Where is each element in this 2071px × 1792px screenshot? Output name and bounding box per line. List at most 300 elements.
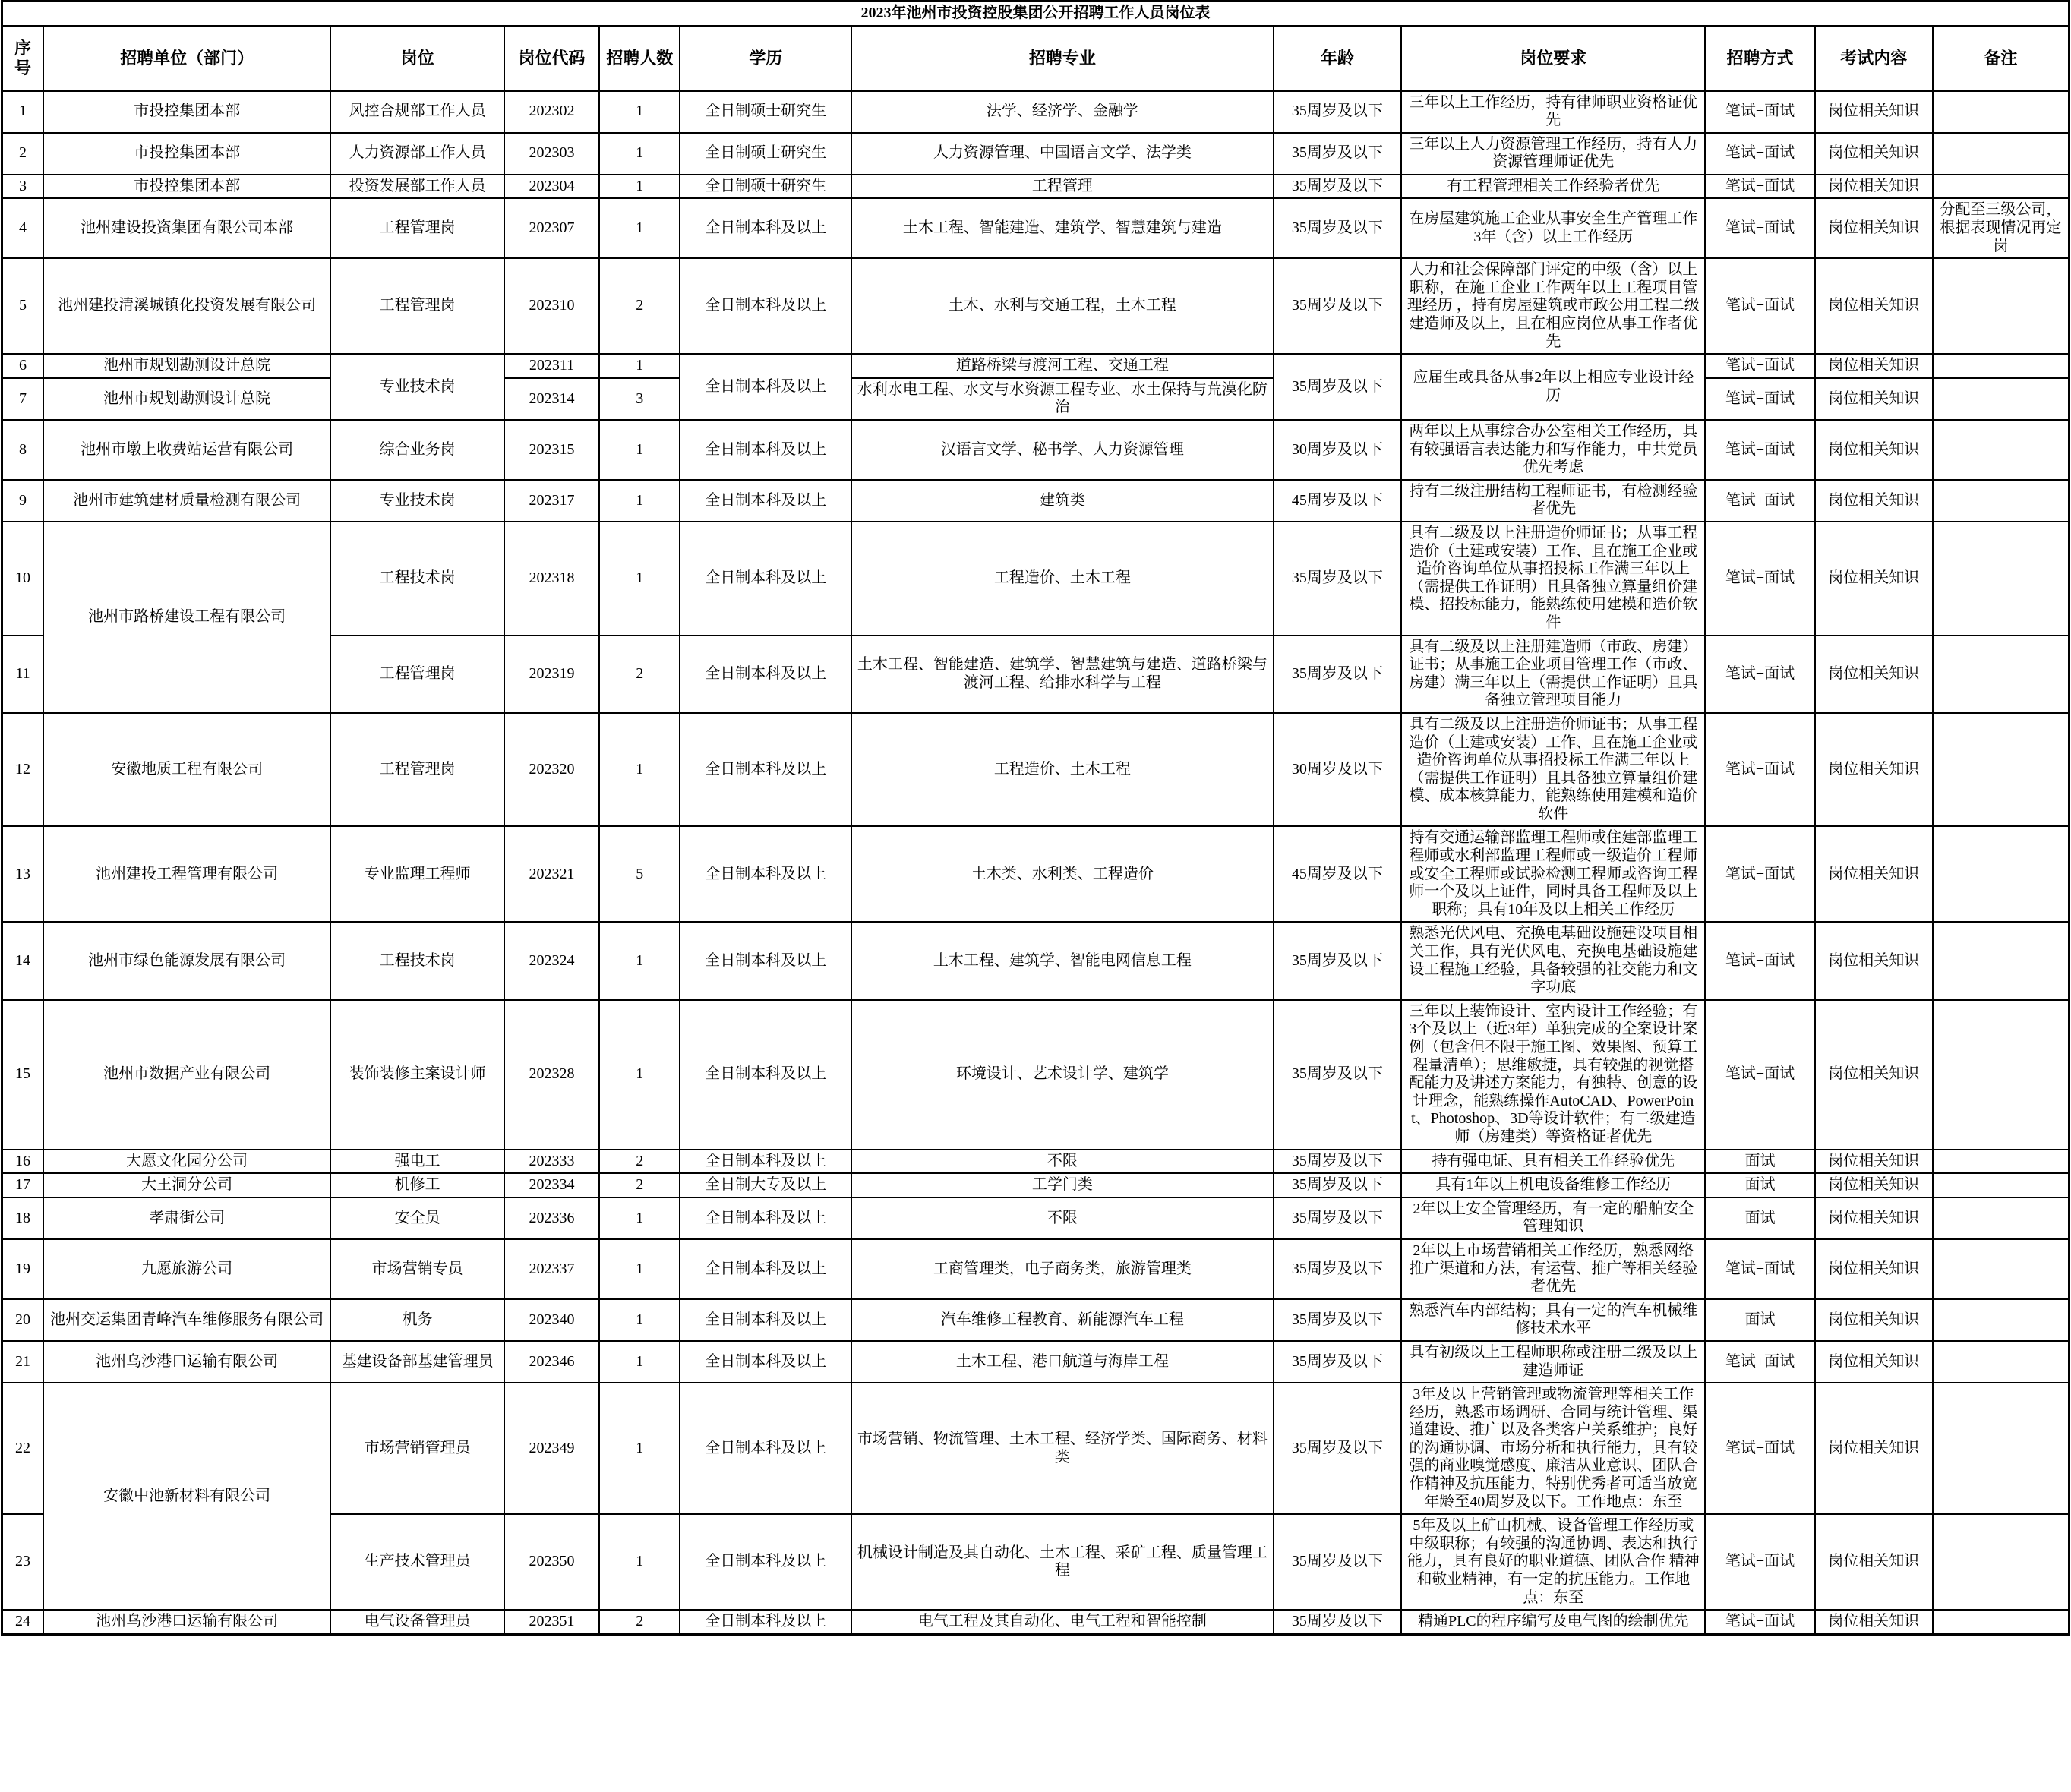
cell-exam: 岗位相关知识 [1815,1150,1933,1174]
table-row [2,1299,2069,1341]
cell-method: 笔试+面试 [1705,480,1814,522]
cell-exam: 岗位相关知识 [1815,1173,1933,1197]
cell-method: 面试 [1705,1299,1814,1341]
cell-note [1933,133,2069,175]
cell-post: 生产技术管理员 [330,1514,504,1610]
cell-post: 工程管理岗 [330,713,504,827]
table-row [2,354,2069,378]
cell-edu: 全日制本科及以上 [680,1610,851,1634]
table-row [2,522,2069,636]
cell-age: 35周岁及以下 [1274,1514,1402,1610]
table-row [2,91,2069,133]
cell-req: 5年及以上矿山机械、设备管理工作经历或中级职称；有较强的沟通协调、表达和执行能力，具有良好的职业道德、团队合作 精神和敬业精神，有一定的抗压能力。工作地点：东至 [1401,1514,1705,1610]
cell-unit: 大愿文化园分公司 [43,1150,330,1174]
cell-post: 人力资源部工作人员 [330,133,504,175]
cell-major: 土木、水利与交通工程，土木工程 [851,258,1273,354]
cell-no: 5 [2,258,43,354]
cell-post: 工程管理岗 [330,636,504,713]
table-row [2,1610,2069,1634]
cell-count: 1 [599,354,680,378]
cell-method: 笔试+面试 [1705,420,1814,480]
cell-age: 35周岁及以下 [1274,522,1402,636]
cell-code: 202315 [504,420,599,480]
cell-unit: 安徽中池新材料有限公司 [43,1383,330,1610]
cell-major: 不限 [851,1197,1273,1239]
cell-exam: 岗位相关知识 [1815,1514,1933,1610]
table-row [2,378,2069,420]
cell-age: 35周岁及以下 [1274,175,1402,199]
cell-count: 3 [599,378,680,420]
cell-unit: 池州市数据产业有限公司 [43,1000,330,1150]
cell-unit: 池州建设投资集团有限公司本部 [43,198,330,258]
cell-age: 35周岁及以下 [1274,1341,1402,1383]
cell-unit: 池州市墩上收费站运营有限公司 [43,420,330,480]
cell-no: 24 [2,1610,43,1634]
cell-exam: 岗位相关知识 [1815,1341,1933,1383]
cell-unit: 池州建投清溪城镇化投资发展有限公司 [43,258,330,354]
cell-count: 1 [599,133,680,175]
cell-major: 工程管理 [851,175,1273,199]
cell-no: 9 [2,480,43,522]
cell-unit: 池州交运集团青峰汽车维修服务有限公司 [43,1299,330,1341]
cell-edu: 全日制本科及以上 [680,480,851,522]
cell-no: 2 [2,133,43,175]
cell-note [1933,91,2069,133]
cell-post: 投资发展部工作人员 [330,175,504,199]
title-row [2,2,2069,26]
column-header: 招聘单位（部门） [43,26,330,91]
cell-unit: 池州市规划勘测设计总院 [43,378,330,420]
cell-method: 笔试+面试 [1705,1239,1814,1299]
table-body [2,91,2069,1635]
cell-age: 35周岁及以下 [1274,1610,1402,1634]
cell-no: 16 [2,1150,43,1174]
cell-note [1933,1173,2069,1197]
cell-count: 5 [599,826,680,922]
cell-note [1933,420,2069,480]
cell-exam: 岗位相关知识 [1815,1197,1933,1239]
cell-age: 45周岁及以下 [1274,480,1402,522]
cell-req: 三年以上工作经历，持有律师职业资格证优先 [1401,91,1705,133]
cell-note [1933,480,2069,522]
table-row [2,1197,2069,1239]
cell-age: 35周岁及以下 [1274,1173,1402,1197]
table-row [2,258,2069,354]
cell-method: 笔试+面试 [1705,175,1814,199]
cell-major: 汽车维修工程教育、新能源汽车工程 [851,1299,1273,1341]
cell-unit: 池州市规划勘测设计总院 [43,354,330,378]
cell-req: 在房屋建筑施工企业从事安全生产管理工作3年（含）以上工作经历 [1401,198,1705,258]
cell-exam: 岗位相关知识 [1815,354,1933,378]
cell-exam: 岗位相关知识 [1815,420,1933,480]
cell-count: 2 [599,636,680,713]
cell-exam: 岗位相关知识 [1815,91,1933,133]
table-row [2,1383,2069,1514]
cell-no: 14 [2,922,43,999]
cell-unit: 九愿旅游公司 [43,1239,330,1299]
cell-post: 工程技术岗 [330,922,504,999]
cell-method: 笔试+面试 [1705,1514,1814,1610]
cell-req: 持有强电证、具有相关工作经验优先 [1401,1150,1705,1174]
cell-age: 35周岁及以下 [1274,198,1402,258]
cell-age: 35周岁及以下 [1274,1239,1402,1299]
cell-post: 市场营销专员 [330,1239,504,1299]
cell-no: 23 [2,1514,43,1610]
cell-major: 法学、经济学、金融学 [851,91,1273,133]
cell-method: 笔试+面试 [1705,826,1814,922]
table-row [2,826,2069,922]
cell-post: 工程管理岗 [330,258,504,354]
cell-note [1933,354,2069,378]
cell-code: 202350 [504,1514,599,1610]
cell-count: 1 [599,480,680,522]
cell-post: 专业技术岗 [330,480,504,522]
cell-edu: 全日制本科及以上 [680,636,851,713]
cell-major: 土木工程、智能建造、建筑学、智慧建筑与建造、道路桥梁与渡河工程、给排水科学与工程 [851,636,1273,713]
cell-code: 202346 [504,1341,599,1383]
cell-post: 工程管理岗 [330,198,504,258]
cell-no: 21 [2,1341,43,1383]
cell-age: 35周岁及以下 [1274,1383,1402,1514]
cell-unit: 池州市建筑建材质量检测有限公司 [43,480,330,522]
cell-edu: 全日制本科及以上 [680,420,851,480]
cell-count: 1 [599,1239,680,1299]
cell-exam: 岗位相关知识 [1815,1299,1933,1341]
cell-edu: 全日制本科及以上 [680,713,851,827]
cell-edu: 全日制本科及以上 [680,258,851,354]
table-row [2,1150,2069,1174]
cell-req: 应届生或具备从事2年以上相应专业设计经历 [1401,354,1705,420]
cell-req: 持有交通运输部监理工程师或住建部监理工程师或水利部监理工程师或一级造价工程师或安全工程师或试验检测工程师或咨询工程师一个及以上证件，同时具备工程师及以上职称；具有10年及以上相关工作经历 [1401,826,1705,922]
cell-code: 202319 [504,636,599,713]
cell-post: 工程技术岗 [330,522,504,636]
table-row [2,713,2069,827]
cell-note [1933,826,2069,922]
cell-no: 3 [2,175,43,199]
cell-code: 202304 [504,175,599,199]
cell-note [1933,522,2069,636]
cell-edu: 全日制本科及以上 [680,1383,851,1514]
cell-no: 20 [2,1299,43,1341]
cell-note [1933,1383,2069,1514]
cell-count: 2 [599,1173,680,1197]
cell-note [1933,1239,2069,1299]
cell-age: 35周岁及以下 [1274,258,1402,354]
cell-major: 工学门类 [851,1173,1273,1197]
cell-count: 1 [599,420,680,480]
cell-code: 202333 [504,1150,599,1174]
cell-method: 笔试+面试 [1705,1383,1814,1514]
cell-exam: 岗位相关知识 [1815,1610,1933,1634]
cell-major: 人力资源管理、中国语言文学、法学类 [851,133,1273,175]
cell-note [1933,713,2069,827]
cell-age: 35周岁及以下 [1274,1000,1402,1150]
column-header: 备注 [1933,26,2069,91]
cell-exam: 岗位相关知识 [1815,1000,1933,1150]
cell-req: 3年及以上营销管理或物流管理等相关工作经历，熟悉市场调研、合同与统计管理、渠道建设、推广以及各类客户关系维护；良好的沟通协调、市场分析和执行能力，具有较强的商业嗅觉感度、廉洁从业意识、团队合作精神及抗压能力，特别优秀者可适当放宽年龄至40周岁及以下。工作地点：东至 [1401,1383,1705,1514]
cell-no: 13 [2,826,43,922]
cell-note: 分配至三级公司，根据表现情况再定岗 [1933,198,2069,258]
cell-method: 笔试+面试 [1705,522,1814,636]
cell-age: 35周岁及以下 [1274,1197,1402,1239]
cell-no: 7 [2,378,43,420]
cell-age: 35周岁及以下 [1274,91,1402,133]
cell-exam: 岗位相关知识 [1815,713,1933,827]
cell-method: 笔试+面试 [1705,1610,1814,1634]
cell-note [1933,1341,2069,1383]
cell-req: 2年以上安全管理经历，有一定的船舶安全管理知识 [1401,1197,1705,1239]
cell-count: 1 [599,91,680,133]
cell-method: 笔试+面试 [1705,922,1814,999]
cell-count: 1 [599,175,680,199]
cell-note [1933,1197,2069,1239]
cell-method: 笔试+面试 [1705,378,1814,420]
cell-exam: 岗位相关知识 [1815,378,1933,420]
cell-age: 30周岁及以下 [1274,420,1402,480]
cell-method: 面试 [1705,1173,1814,1197]
cell-count: 1 [599,1000,680,1150]
cell-req: 具有二级及以上注册造价师证书；从事工程造价（土建或安装）工作、且在施工企业或造价咨询单位从事招投标工作满三年以上（需提供工作证明）且具备独立算量组价建模、成本核算能力，能熟练使用建模和造价软件 [1401,713,1705,827]
cell-code: 202321 [504,826,599,922]
cell-post: 专业监理工程师 [330,826,504,922]
table-row [2,1341,2069,1383]
table-row [2,922,2069,999]
cell-post: 基建设备部基建管理员 [330,1341,504,1383]
cell-exam: 岗位相关知识 [1815,636,1933,713]
cell-exam: 岗位相关知识 [1815,198,1933,258]
cell-no: 19 [2,1239,43,1299]
cell-code: 202302 [504,91,599,133]
cell-exam: 岗位相关知识 [1815,133,1933,175]
cell-count: 1 [599,713,680,827]
cell-note [1933,636,2069,713]
cell-no: 22 [2,1383,43,1514]
cell-req: 三年以上装饰设计、室内设计工作经验；有3个及以上（近3年）单独完成的全案设计案例（包含但不限于施工图、效果图、预算工程量清单）；思维敏捷，具有较强的视觉搭配能力及讲述方案能力，有独特、创意的设计理念，能熟练操作AutoCAD、PowerPoint、Photoshop、3D等设计软件；有二级建造师（房建类）等资格证者优先 [1401,1000,1705,1150]
page-title: 2023年池州市投资控股集团公开招聘工作人员岗位表 [2,2,2069,26]
cell-note [1933,258,2069,354]
cell-method: 笔试+面试 [1705,713,1814,827]
cell-code: 202351 [504,1610,599,1634]
cell-req: 人力和社会保障部门评定的中级（含）以上职称，在施工企业工作两年以上工程项目管理经历 ，持有房屋建筑或市政公用工程二级建造师及以上，且在相应岗位从事工作者优先 [1401,258,1705,354]
cell-method: 笔试+面试 [1705,354,1814,378]
cell-method: 笔试+面试 [1705,133,1814,175]
cell-note [1933,175,2069,199]
cell-edu: 全日制本科及以上 [680,826,851,922]
cell-code: 202307 [504,198,599,258]
cell-post: 风控合规部工作人员 [330,91,504,133]
cell-count: 2 [599,1150,680,1174]
cell-exam: 岗位相关知识 [1815,480,1933,522]
cell-unit: 安徽地质工程有限公司 [43,713,330,827]
cell-major: 工程造价、土木工程 [851,522,1273,636]
cell-req: 2年以上市场营销相关工作经历，熟悉网络推广渠道和方法，有运营、推广等相关经验者优先 [1401,1239,1705,1299]
cell-post: 综合业务岗 [330,420,504,480]
table-header-row [2,26,2069,91]
cell-req: 具有二级及以上注册造价师证书；从事工程造价（土建或安装）工作、且在施工企业或造价咨询单位从事招投标工作满三年以上（需提供工作证明）且具备独立算量组价建模、招投标能力，能熟练使用建模和造价软件 [1401,522,1705,636]
job-table-page [1,0,2070,1636]
cell-code: 202337 [504,1239,599,1299]
cell-count: 1 [599,922,680,999]
cell-post: 市场营销管理员 [330,1383,504,1514]
table-row [2,175,2069,199]
cell-unit: 大王洞分公司 [43,1173,330,1197]
cell-req: 熟悉光伏风电、充换电基础设施建设项目相关工作，具有光伏风电、充换电基础设施建设工程施工经验，具备较强的社交能力和文字功底 [1401,922,1705,999]
cell-method: 笔试+面试 [1705,198,1814,258]
cell-unit: 市投控集团本部 [43,133,330,175]
cell-count: 1 [599,522,680,636]
cell-major: 不限 [851,1150,1273,1174]
cell-age: 35周岁及以下 [1274,1299,1402,1341]
cell-no: 6 [2,354,43,378]
cell-age: 30周岁及以下 [1274,713,1402,827]
cell-unit: 市投控集团本部 [43,175,330,199]
cell-major: 土木工程、建筑学、智能电网信息工程 [851,922,1273,999]
cell-no: 10 [2,522,43,636]
table-row [2,420,2069,480]
cell-count: 2 [599,1610,680,1634]
table-row [2,133,2069,175]
column-header: 岗位 [330,26,504,91]
cell-major: 土木类、水利类、工程造价 [851,826,1273,922]
cell-exam: 岗位相关知识 [1815,1239,1933,1299]
cell-no: 15 [2,1000,43,1150]
cell-major: 机械设计制造及其自动化、土木工程、采矿工程、质量管理工程 [851,1514,1273,1610]
cell-age: 45周岁及以下 [1274,826,1402,922]
cell-edu: 全日制本科及以上 [680,1150,851,1174]
column-header: 岗位要求 [1401,26,1705,91]
cell-req: 两年以上从事综合办公室相关工作经历，具有较强语言表达能力和写作能力，中共党员优先考虑 [1401,420,1705,480]
cell-req: 具有初级以上工程师职称或注册二级及以上建造师证 [1401,1341,1705,1383]
cell-edu: 全日制本科及以上 [680,198,851,258]
cell-note [1933,1000,2069,1150]
cell-edu: 全日制本科及以上 [680,922,851,999]
cell-code: 202320 [504,713,599,827]
cell-count: 1 [599,198,680,258]
cell-major: 工程造价、土木工程 [851,713,1273,827]
cell-no: 12 [2,713,43,827]
cell-edu: 全日制本科及以上 [680,1197,851,1239]
cell-req: 熟悉汽车内部结构；具有一定的汽车机械维修技术水平 [1401,1299,1705,1341]
job-positions-table [1,0,2070,1636]
cell-req: 持有二级注册结构工程师证书，有检测经验者优先 [1401,480,1705,522]
cell-no: 4 [2,198,43,258]
cell-post: 装饰装修主案设计师 [330,1000,504,1150]
cell-code: 202336 [504,1197,599,1239]
cell-code: 202334 [504,1173,599,1197]
cell-method: 笔试+面试 [1705,91,1814,133]
cell-edu: 全日制硕士研究生 [680,91,851,133]
cell-code: 202317 [504,480,599,522]
table-row [2,1239,2069,1299]
cell-major: 电气工程及其自动化、电气工程和智能控制 [851,1610,1273,1634]
column-header: 学历 [680,26,851,91]
cell-edu: 全日制本科及以上 [680,354,851,420]
cell-no: 1 [2,91,43,133]
cell-post: 机修工 [330,1173,504,1197]
cell-unit: 池州乌沙港口运输有限公司 [43,1341,330,1383]
cell-code: 202318 [504,522,599,636]
cell-count: 1 [599,1197,680,1239]
cell-code: 202324 [504,922,599,999]
table-row [2,1173,2069,1197]
cell-code: 202310 [504,258,599,354]
cell-note [1933,1150,2069,1174]
cell-edu: 全日制硕士研究生 [680,175,851,199]
cell-age: 35周岁及以下 [1274,354,1402,420]
cell-unit: 池州市路桥建设工程有限公司 [43,522,330,713]
cell-edu: 全日制本科及以上 [680,1000,851,1150]
cell-major: 环境设计、艺术设计学、建筑学 [851,1000,1273,1150]
table-row [2,198,2069,258]
cell-note [1933,1610,2069,1634]
cell-major: 土木工程、智能建造、建筑学、智慧建筑与建造 [851,198,1273,258]
column-header: 岗位代码 [504,26,599,91]
cell-unit: 池州建投工程管理有限公司 [43,826,330,922]
cell-unit: 池州市绿色能源发展有限公司 [43,922,330,999]
cell-code: 202314 [504,378,599,420]
cell-code: 202303 [504,133,599,175]
cell-no: 8 [2,420,43,480]
cell-no: 11 [2,636,43,713]
column-header: 考试内容 [1815,26,1933,91]
cell-edu: 全日制本科及以上 [680,1299,851,1341]
column-header: 招聘专业 [851,26,1273,91]
cell-method: 面试 [1705,1197,1814,1239]
cell-unit: 池州乌沙港口运输有限公司 [43,1610,330,1634]
cell-edu: 全日制本科及以上 [680,522,851,636]
cell-post: 安全员 [330,1197,504,1239]
cell-exam: 岗位相关知识 [1815,175,1933,199]
cell-note [1933,1514,2069,1610]
cell-count: 1 [599,1383,680,1514]
cell-major: 工商管理类，电子商务类，旅游管理类 [851,1239,1273,1299]
column-header: 年龄 [1274,26,1402,91]
column-header: 招聘人数 [599,26,680,91]
cell-count: 1 [599,1341,680,1383]
cell-age: 35周岁及以下 [1274,133,1402,175]
cell-method: 笔试+面试 [1705,258,1814,354]
cell-code: 202349 [504,1383,599,1514]
column-header: 招聘方式 [1705,26,1814,91]
cell-major: 建筑类 [851,480,1273,522]
cell-exam: 岗位相关知识 [1815,522,1933,636]
cell-age: 35周岁及以下 [1274,1150,1402,1174]
cell-code: 202328 [504,1000,599,1150]
cell-method: 笔试+面试 [1705,1000,1814,1150]
cell-post: 强电工 [330,1150,504,1174]
cell-unit: 孝肃街公司 [43,1197,330,1239]
cell-req: 有工程管理相关工作经验者优先 [1401,175,1705,199]
cell-unit: 市投控集团本部 [43,91,330,133]
cell-age: 35周岁及以下 [1274,636,1402,713]
cell-major: 土木工程、港口航道与海岸工程 [851,1341,1273,1383]
cell-edu: 全日制本科及以上 [680,1341,851,1383]
cell-exam: 岗位相关知识 [1815,1383,1933,1514]
cell-note [1933,378,2069,420]
cell-req: 具有二级及以上注册建造师（市政、房建）证书；从事施工企业项目管理工作（市政、房建）满三年以上（需提供工作证明）且具备独立管理项目能力 [1401,636,1705,713]
cell-method: 面试 [1705,1150,1814,1174]
cell-code: 202340 [504,1299,599,1341]
cell-exam: 岗位相关知识 [1815,258,1933,354]
cell-edu: 全日制本科及以上 [680,1514,851,1610]
column-header: 序号 [2,26,43,91]
cell-req: 三年以上人力资源管理工作经历，持有人力资源管理师证优先 [1401,133,1705,175]
cell-method: 笔试+面试 [1705,636,1814,713]
cell-major: 水利水电工程、水文与水资源工程专业、水土保持与荒漠化防治 [851,378,1273,420]
cell-edu: 全日制大专及以上 [680,1173,851,1197]
cell-note [1933,922,2069,999]
cell-age: 35周岁及以下 [1274,922,1402,999]
